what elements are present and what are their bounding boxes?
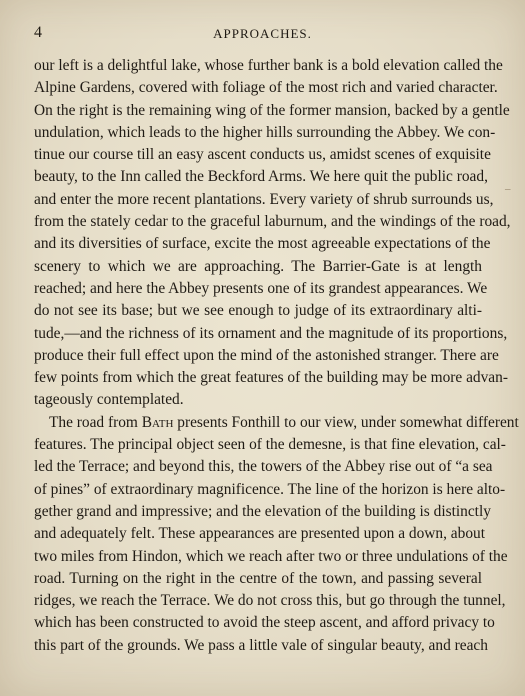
text-line: and its diversities of surface, excite the most agreeable expectations of the <box>34 235 491 253</box>
text-line: reached; and here the Abbey presents one of its grandest appearances. We <box>34 279 488 297</box>
text-line: beauty, to the Inn called the Beckford Arms. We here quit the public road, <box>34 168 488 186</box>
text-line: our left is a delightful lake, whose further bank is a bold elevation called the <box>34 57 503 74</box>
text-line: Alpine Gardens, covered with foliage of the most rich and varied character. <box>34 79 498 97</box>
text-line: gether grand and impressive; and the elevation of the building is distinctly <box>34 502 491 520</box>
text-run: The road from <box>49 413 142 431</box>
text-line: do not see its base; but we see enough to judge of its extraordinary alti- <box>34 302 482 320</box>
text-line: of pines” of extraordinary magnificence. The line of the horizon is here alto- <box>34 480 506 498</box>
text-line: features. The principal object seen of the demesne, is that fine elevation, cal- <box>34 436 506 454</box>
running-head: APPROACHES. <box>213 26 312 41</box>
paragraph-2 <box>34 412 519 657</box>
place-name-smallcaps: Bath <box>141 413 174 431</box>
text-line: and enter the more recent plantations. Every variety of shrub surrounds us, <box>34 190 494 208</box>
text-line: two miles from Hindon, which we reach after two or three undulations of the <box>34 547 508 565</box>
text-line: few points from which the great features of the building may be more advan- <box>34 369 508 387</box>
text-line: led the Terrace; and beyond this, the towers of the Abbey rise out of “a sea <box>34 458 493 476</box>
text-line <box>34 412 519 434</box>
paragraph-1 <box>34 55 511 412</box>
text-line: and adequately felt. These appearances are presented upon a down, about <box>34 525 485 543</box>
text-line: ridges, we reach the Terrace. We do not cross this, but go through the tunnel, <box>34 592 506 610</box>
text-line: road. Turning on the right in the centre of the town, and passing several <box>34 569 482 587</box>
page-number: 4 <box>34 24 42 41</box>
body-text <box>34 55 519 657</box>
text-line: from the stately cedar to the graceful laburnum, and the windings of the road, <box>34 213 511 231</box>
text-line: this part of the grounds. We pass a little vale of singular beauty, and reach <box>34 636 488 654</box>
text-line: produce their full effect upon the mind of the astonished stranger. There are <box>34 346 499 364</box>
margin-mark: – <box>505 183 511 195</box>
text-line: tageously contemplated. <box>34 391 184 409</box>
text-line: undulation, which leads to the higher hills surrounding the Abbey. We con- <box>34 123 496 141</box>
text-line: scenery to which we are approaching. The Barrier-Gate is at length <box>34 257 482 275</box>
text-line: tinue our course till an easy ascent conducts us, amidst scenes of exquisite <box>34 146 491 164</box>
text-line: which has been constructed to avoid the steep ascent, and afford privacy to <box>34 614 495 632</box>
text-run: presents Fonthill to our view, under somewhat different <box>173 413 519 431</box>
text-line: On the right is the remaining wing of the former mansion, backed by a gentle <box>34 101 510 119</box>
text-line: tude,—and the richness of its ornament and the magnitude of its proportions, <box>34 324 508 342</box>
